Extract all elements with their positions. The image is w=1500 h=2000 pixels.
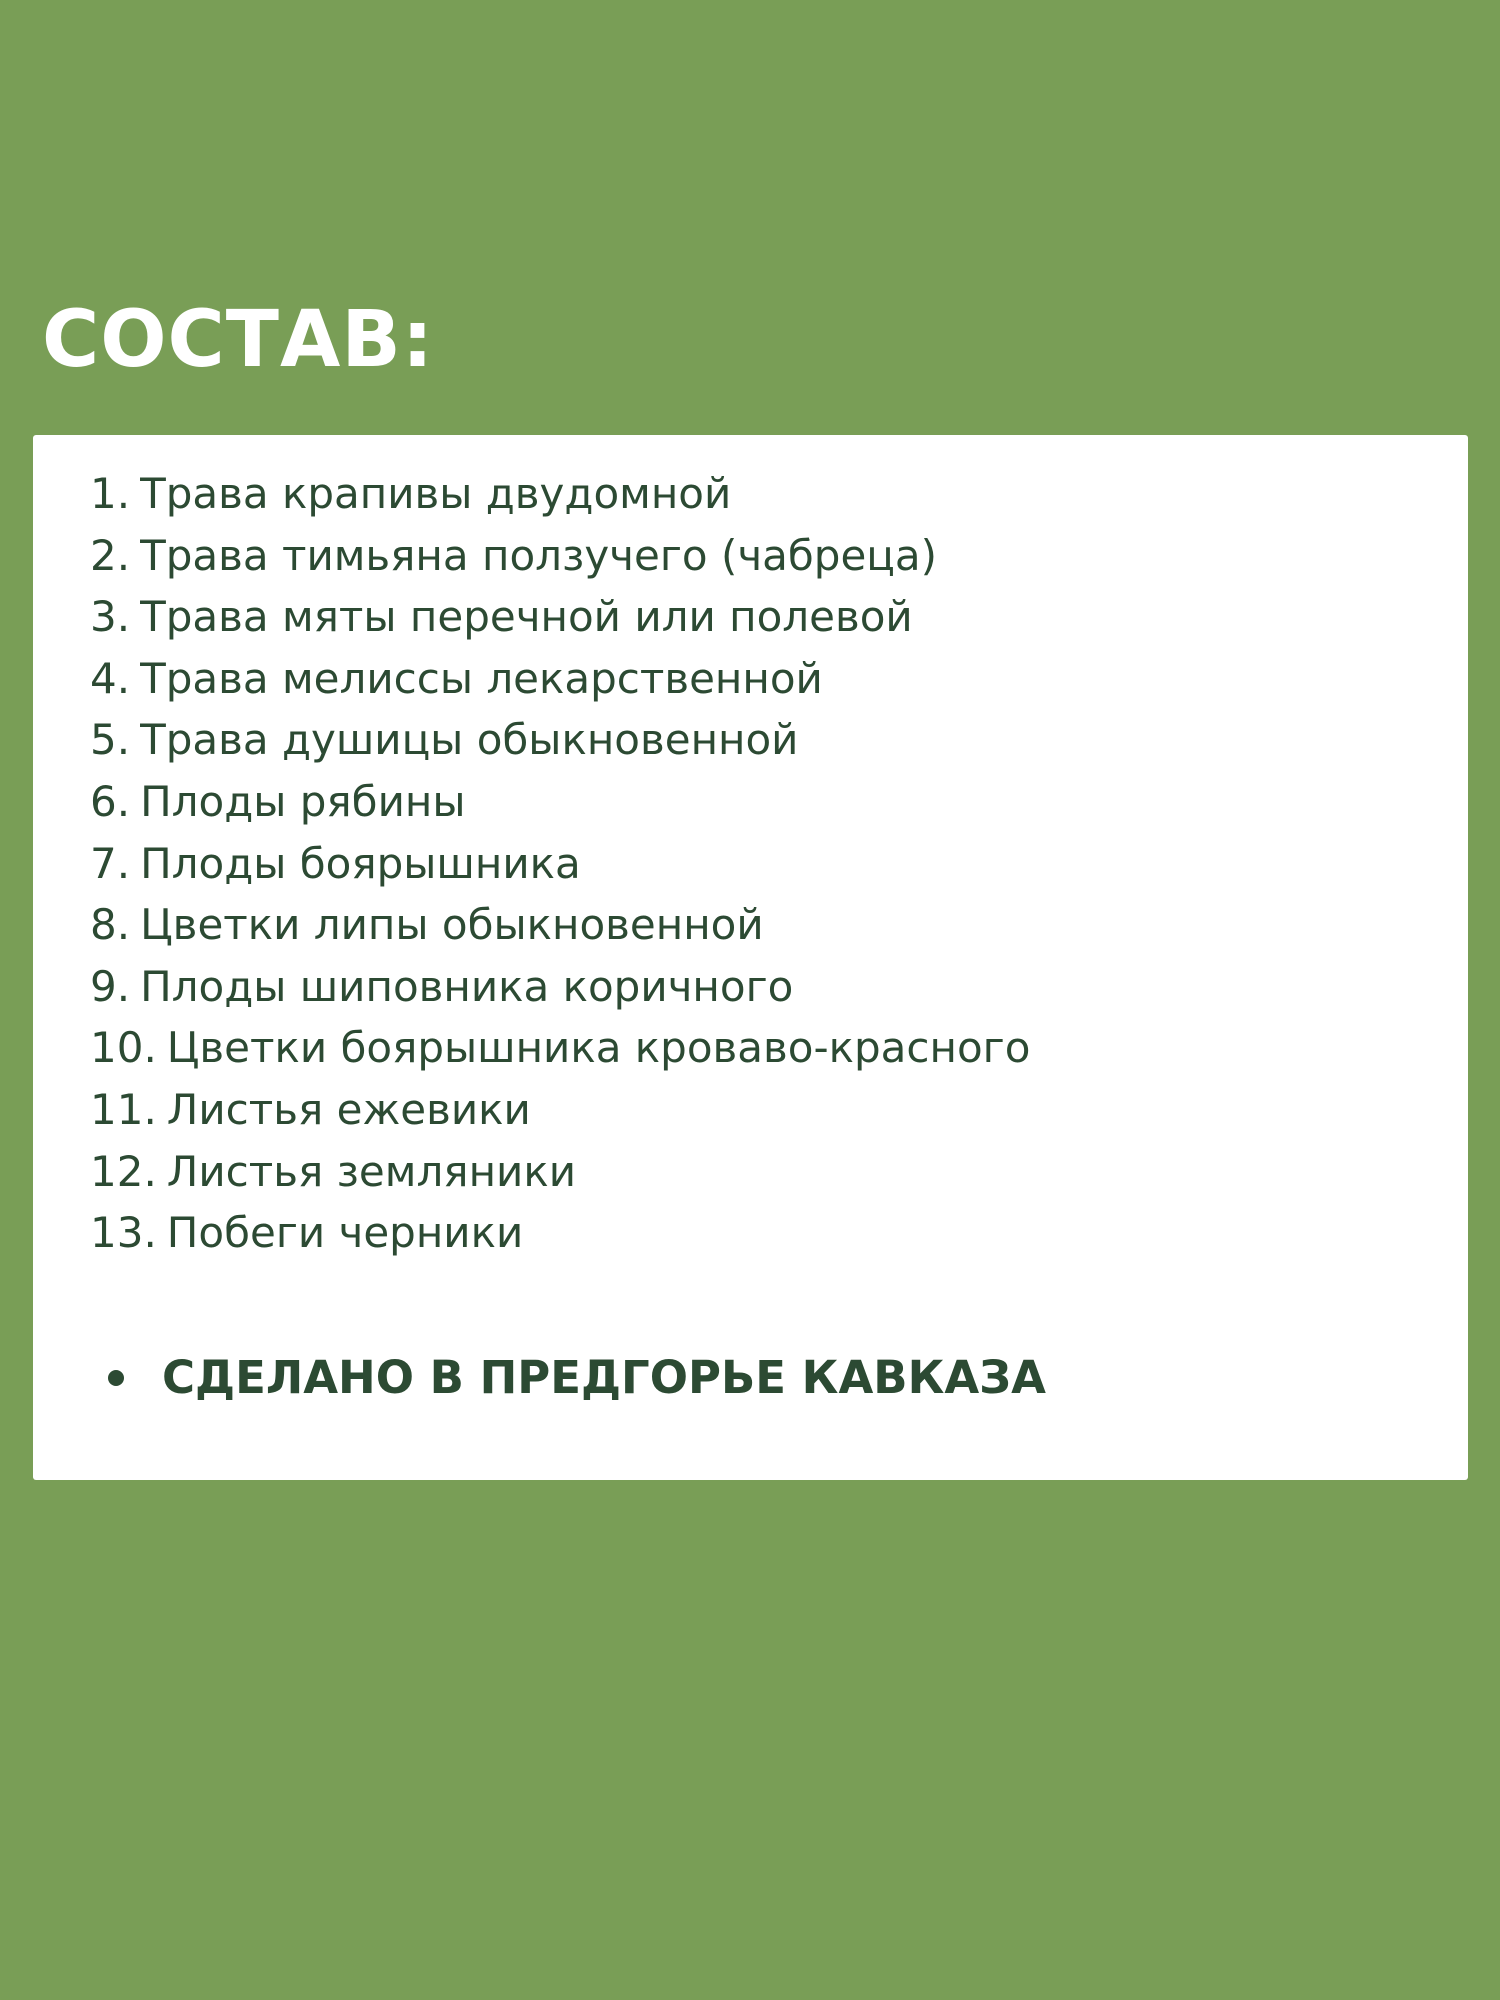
item-text: Плоды боярышника — [140, 838, 581, 888]
list-item — [90, 648, 1030, 710]
item-text: Трава мяты перечной или полевой — [140, 592, 913, 642]
list-item — [90, 709, 1030, 771]
list-item — [90, 586, 1030, 648]
origin-note — [108, 1343, 1046, 1413]
list-item — [90, 463, 1030, 525]
origin-note-text: СДЕЛАНО В ПРЕДГОРЬЕ КАВКАЗА — [162, 1351, 1046, 1404]
item-text: Трава душицы обыкновенной — [140, 715, 799, 765]
list-item — [90, 1202, 1030, 1264]
item-text: Листья земляники — [166, 1146, 576, 1196]
item-number: 10. — [90, 1023, 157, 1073]
item-text: Побеги черники — [166, 1208, 524, 1258]
item-text: Трава крапивы двудомной — [140, 469, 732, 518]
item-number: 9. — [90, 961, 131, 1011]
list-item — [90, 1079, 1030, 1141]
item-number: 4. — [90, 653, 131, 703]
bullet-icon — [108, 1370, 124, 1386]
item-text: Трава мелиссы лекарственной — [140, 653, 823, 703]
list-item — [90, 894, 1030, 956]
list-item — [90, 1017, 1030, 1079]
list-item — [90, 833, 1030, 895]
item-text: Плоды рябины — [140, 776, 466, 826]
item-text: Листья ежевики — [166, 1084, 531, 1134]
ingredients-list — [90, 463, 1030, 1264]
item-number: 7. — [90, 838, 131, 888]
item-text: Трава тимьяна ползучего (чабреца) — [140, 530, 937, 580]
list-item — [90, 1141, 1030, 1203]
item-number: 12. — [90, 1146, 157, 1196]
ingredients-panel — [33, 435, 1468, 1480]
list-item — [90, 771, 1030, 833]
heading-title: СОСТАВ: — [42, 295, 435, 385]
item-number: 3. — [90, 592, 131, 642]
list-item — [90, 525, 1030, 587]
list-item — [90, 956, 1030, 1018]
item-number: 5. — [90, 715, 131, 765]
item-text: Плоды шиповника коричного — [140, 961, 794, 1011]
item-number: 1. — [90, 469, 131, 518]
item-text: Цветки липы обыкновенной — [140, 900, 764, 950]
item-number: 6. — [90, 776, 131, 826]
item-number: 2. — [90, 530, 131, 580]
item-text: Цветки боярышника кроваво-красного — [166, 1023, 1031, 1073]
item-number: 8. — [90, 900, 131, 950]
item-number: 11. — [90, 1084, 157, 1134]
item-number: 13. — [90, 1208, 157, 1258]
